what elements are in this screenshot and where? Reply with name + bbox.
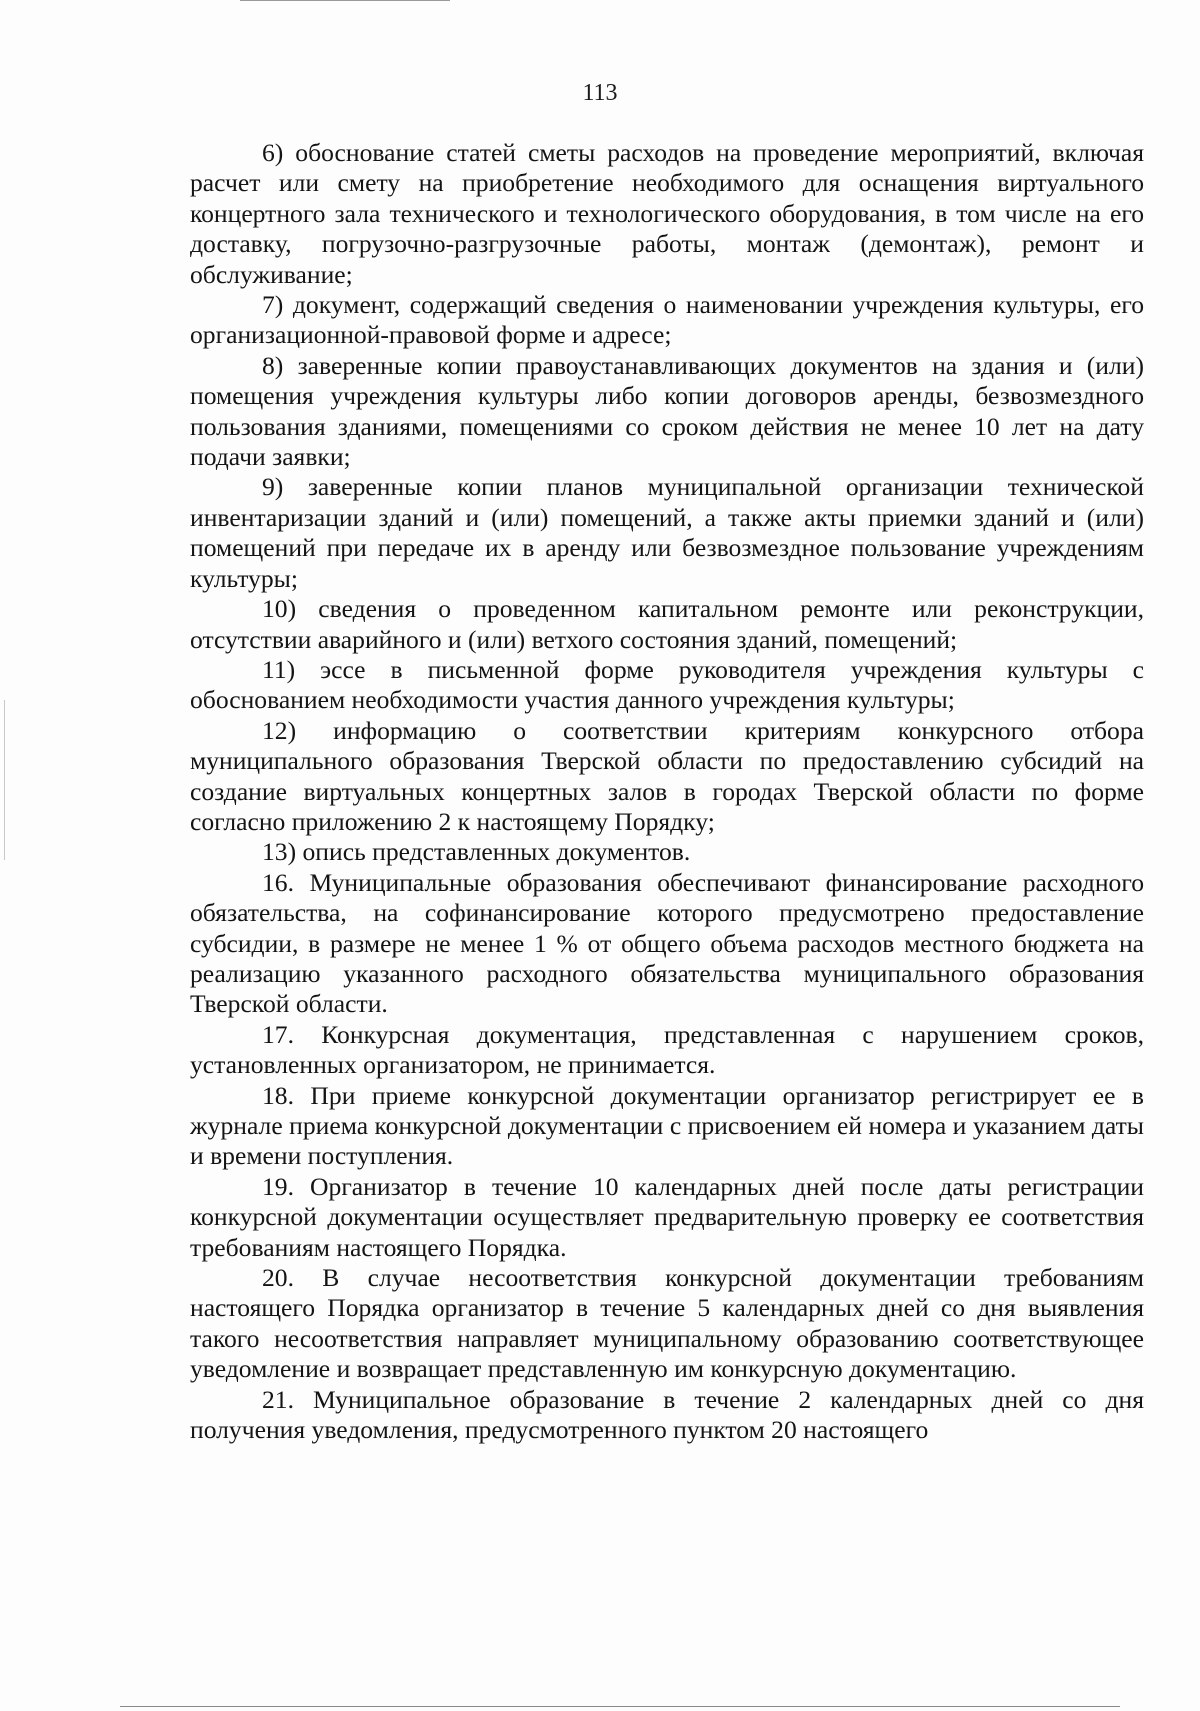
page-number: 113 <box>582 80 618 106</box>
scan-edge-top <box>240 0 450 1</box>
paragraph-item-9: 9) заверенные копии планов муниципальной организации технической инвентаризации зданий и (или) помещений, а также акты приемки зданий и (или) помещений при передаче их в аренду или безвозмездное пользование учреждениям культуры; <box>190 472 1144 593</box>
paragraph-item-10: 10) сведения о проведенном капитальном ремонте или реконструкции, отсутствии аварийного и (или) ветхого состояния зданий, помещений; <box>190 594 1144 654</box>
document-body <box>190 138 1144 1445</box>
paragraph-item-6: 6) обоснование статей сметы расходов на проведение мероприятий, включая расчет или смету на приобретение необходимого для оснащения виртуального концертного зала технического и технологического оборудования, в том числе на его доставку, погрузочно-разгрузочные работы, монтаж (демонтаж), ремонт и обслуживание; <box>190 138 1144 289</box>
scan-edge-bottom <box>120 1706 1120 1707</box>
paragraph-clause-17: 17. Конкурсная документация, представленная с нарушением сроков, установленных организатором, не принимается. <box>190 1019 1144 1080</box>
paragraph-clause-18: 18. При приеме конкурсной документации организатор регистрирует ее в журнале приема конкурсной документации с присвоением ей номера и указанием даты и времени поступления. <box>190 1080 1144 1171</box>
paragraph-clause-20: 20. В случае несоответствия конкурсной документации требованиям настоящего Порядка организатор в течение 5 календарных дней со дня выявления такого несоответствия направляет муниципальному образованию соответствующее уведомление и возвращает представленную им конкурсную документацию. <box>190 1263 1144 1384</box>
paragraph-item-8: 8) заверенные копии правоустанавливающих документов на здания и (или) помещения учреждения культуры либо копии договоров аренды, безвозмездного пользования зданиями, помещениями со сроком действия не менее 10 лет на дату подачи заявки; <box>190 350 1144 472</box>
paragraph-item-13: 13) опись представленных документов. <box>262 837 691 867</box>
paragraph-clause-21: 21. Муниципальное образование в течение 2 календарных дней со дня получения уведомления, предусмотренного пунктом 20 настоящего <box>190 1384 1144 1445</box>
paragraph-item-7: 7) документ, содержащий сведения о наименовании учреждения культуры, его организационной-правовой форме и адресе; <box>190 290 1144 350</box>
paragraph-clause-19: 19. Организатор в течение 10 календарных дней после даты регистрации конкурсной документации осуществляет предварительную проверку ее соответствия требованиям настоящего Порядка. <box>190 1171 1144 1262</box>
paragraph-item-12: 12) информацию о соответствии критериям конкурсного отбора муниципального образования Тверской области по предоставлению субсидий на создание виртуальных концертных залов в городах Тверской области по форме согласно приложению 2 к настоящему Порядку; <box>190 715 1144 836</box>
paragraph-item-11: 11) эссе в письменной форме руководителя учреждения культуры с обоснованием необходимости участия данного учреждения культуры; <box>190 654 1144 715</box>
scan-edge-left <box>4 700 5 860</box>
paragraph-clause-16: 16. Муниципальные образования обеспечивают финансирование расходного обязательства, на софинансирование которого предусмотрено предоставление субсидии, в размере не менее 1 % от общего объема расходов местного бюджета на реализацию указанного расходного обязательства муниципального образования Тверской области. <box>190 867 1144 1019</box>
